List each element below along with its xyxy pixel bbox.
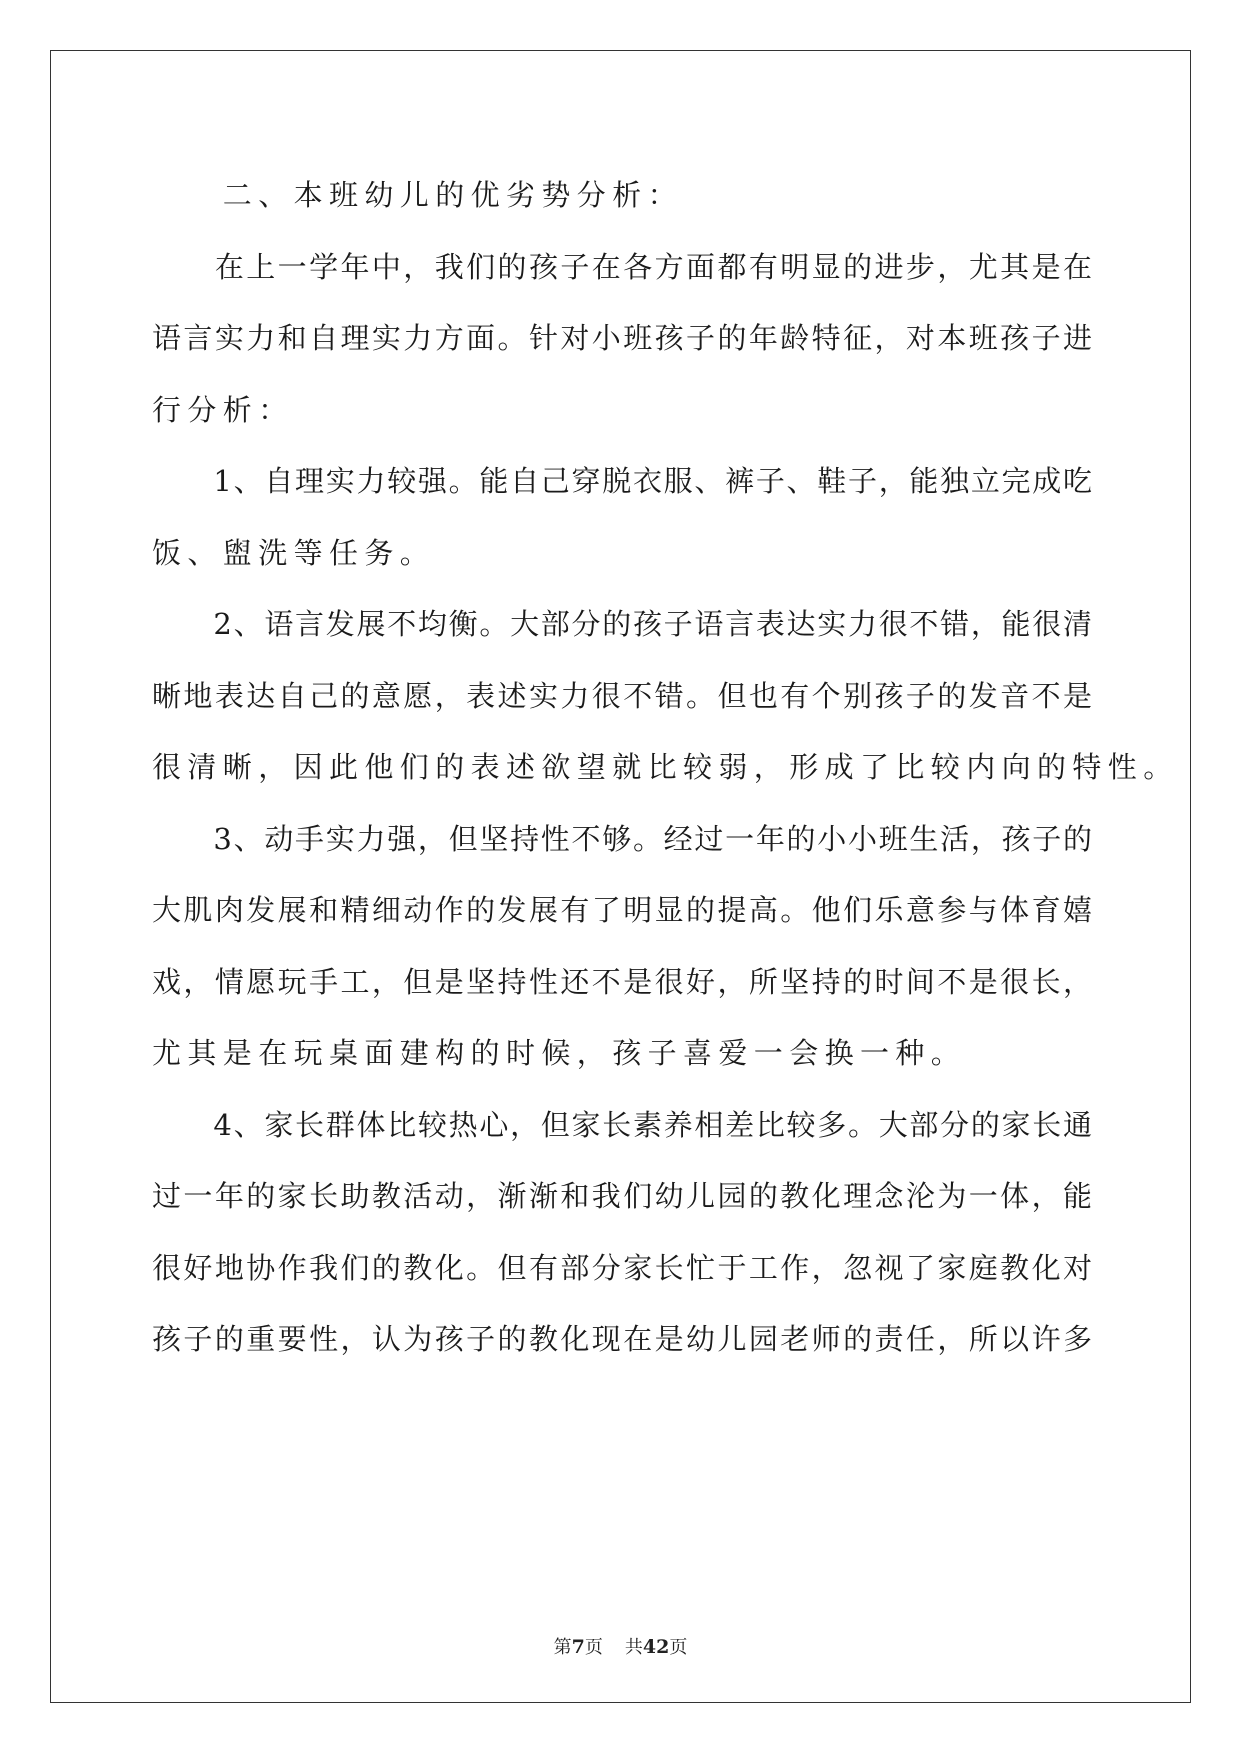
text-line: 戏，情愿玩手工，但是坚持性还不是很好，所坚持的时间不是很长， [152,965,1092,999]
text-line: 4、家长群体比较热心，但家长素养相差比较多。大部分的家长通 [152,1108,1092,1142]
text-line: 1、自理实力较强。能自己穿脱衣服、裤子、鞋子，能独立完成吃 [152,464,1092,498]
text-line: 尤其是在玩桌面建构的时候，孩子喜爱一会换一种。 [152,1036,967,1070]
page-footer [0,1633,1241,1659]
text-line: 过一年的家长助教活动，渐渐和我们幼儿园的教化理念沦为一体，能 [152,1179,1092,1213]
text-line: 晰地表达自己的意愿，表述实力很不错。但也有个别孩子的发音不是 [152,679,1092,713]
text-line: 语言实力和自理实力方面。针对小班孩子的年龄特征，对本班孩子进 [152,321,1092,355]
text-line: 大肌肉发展和精细动作的发展有了明显的提高。他们乐意参与体育嬉 [152,893,1092,927]
total-unit: 页 [669,1637,688,1658]
text-line: 很清晰，因此他们的表述欲望就比较弱，形成了比较内向的特性。 [152,750,1179,784]
text-line: 在上一学年中，我们的孩子在各方面都有明显的进步，尤其是在 [152,250,1092,284]
total-prefix: 共 [624,1637,643,1658]
text-line: 3、动手实力强，但坚持性不够。经过一年的小小班生活，孩子的 [152,822,1092,856]
page-border [50,50,1191,1703]
page-prefix: 第 [553,1637,572,1658]
text-line: 2、语言发展不均衡。大部分的孩子语言表达实力很不错，能很清 [152,607,1092,641]
page-number: 7 [571,1636,585,1658]
total-pages: 42 [642,1636,670,1658]
text-line: 行分析： [152,393,294,427]
text-line: 很好地协作我们的教化。但有部分家长忙于工作，忽视了家庭教化对 [152,1251,1092,1285]
text-line: 二、本班幼儿的优劣势分析： [152,178,684,212]
text-line: 孩子的重要性，认为孩子的教化现在是幼儿园老师的责任，所以许多 [152,1322,1092,1356]
text-line: 饭、盥洗等任务。 [152,536,436,570]
page-unit: 页 [584,1637,603,1658]
